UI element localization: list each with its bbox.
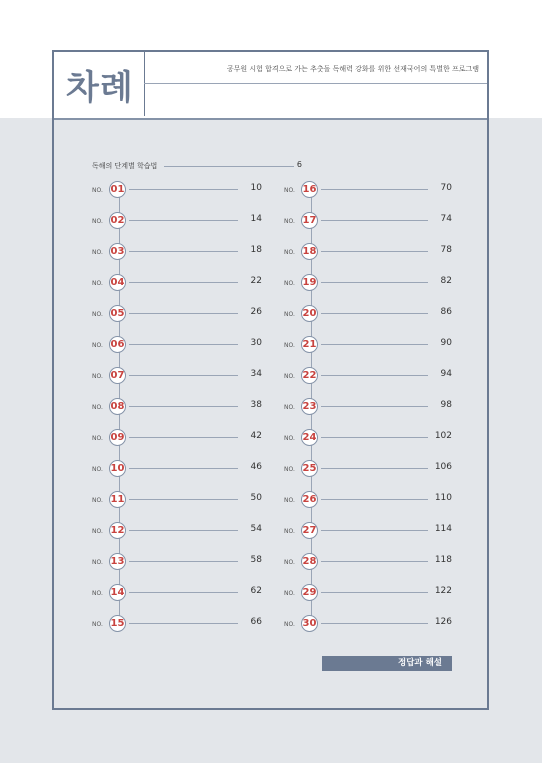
title-box: [54, 52, 145, 116]
toc-entry[interactable]: [92, 428, 262, 450]
entry-no-label: NO.: [92, 621, 103, 628]
entry-page-number: 106: [434, 462, 452, 472]
entry-leader-rule: [129, 437, 238, 438]
entry-no-label: NO.: [284, 311, 295, 318]
entry-no-label: NO.: [284, 466, 295, 473]
entry-no-label: NO.: [284, 559, 295, 566]
entry-leader-rule: [321, 282, 428, 283]
header-divider: [54, 118, 487, 120]
entry-no-label: NO.: [284, 342, 295, 349]
entry-no-label: NO.: [284, 187, 295, 194]
entry-leader-rule: [321, 189, 428, 190]
entry-no-label: NO.: [284, 497, 295, 504]
entry-leader-rule: [129, 623, 238, 624]
entry-number-badge: 25: [301, 460, 318, 477]
toc-entry[interactable]: [284, 335, 452, 357]
entry-leader-rule: [129, 220, 238, 221]
entry-no-label: NO.: [92, 435, 103, 442]
entry-no-label: NO.: [92, 404, 103, 411]
entry-leader-rule: [321, 530, 428, 531]
entry-leader-rule: [129, 468, 238, 469]
entry-leader-rule: [321, 623, 428, 624]
toc-entry[interactable]: [92, 397, 262, 419]
entry-leader-rule: [321, 344, 428, 345]
toc-entry[interactable]: [284, 366, 452, 388]
toc-entry[interactable]: [284, 397, 452, 419]
entry-page-number: 34: [250, 369, 262, 379]
entry-no-label: NO.: [92, 528, 103, 535]
toc-entry[interactable]: [92, 335, 262, 357]
entry-no-label: NO.: [92, 497, 103, 504]
entry-number-badge: 08: [109, 398, 126, 415]
toc-entry[interactable]: [284, 428, 452, 450]
entry-no-label: NO.: [284, 249, 295, 256]
toc-entry[interactable]: [284, 614, 452, 636]
entry-leader-rule: [321, 561, 428, 562]
toc-entry[interactable]: [92, 459, 262, 481]
toc-entry[interactable]: [284, 304, 452, 326]
toc-entry[interactable]: [92, 211, 262, 233]
entry-no-label: NO.: [284, 373, 295, 380]
entry-no-label: NO.: [92, 466, 103, 473]
entry-page-number: 74: [440, 214, 452, 224]
entry-page-number: 42: [250, 431, 262, 441]
entry-leader-rule: [321, 251, 428, 252]
intro-entry[interactable]: [92, 160, 312, 172]
entry-leader-rule: [321, 499, 428, 500]
toc-entry[interactable]: [92, 614, 262, 636]
entry-page-number: 122: [434, 586, 452, 596]
entry-number-badge: 11: [109, 491, 126, 508]
toc-entry[interactable]: [284, 242, 452, 264]
entry-leader-rule: [321, 406, 428, 407]
entry-number-badge: 15: [109, 615, 126, 632]
entry-number-badge: 21: [301, 336, 318, 353]
entry-page-number: 118: [434, 555, 452, 565]
toc-entry[interactable]: [284, 273, 452, 295]
entry-page-number: 22: [250, 276, 262, 286]
entry-number-badge: 16: [301, 181, 318, 198]
entry-number-badge: 29: [301, 584, 318, 601]
entry-no-label: NO.: [92, 590, 103, 597]
entry-number-badge: 22: [301, 367, 318, 384]
entry-page-number: 14: [250, 214, 262, 224]
toc-entry[interactable]: [92, 304, 262, 326]
toc-entry[interactable]: [92, 521, 262, 543]
toc-entry[interactable]: [284, 459, 452, 481]
entry-number-badge: 06: [109, 336, 126, 353]
entry-number-badge: 09: [109, 429, 126, 446]
entry-leader-rule: [321, 437, 428, 438]
toc-entry[interactable]: [92, 490, 262, 512]
page-title: 차례: [66, 68, 134, 108]
entry-number-badge: 18: [301, 243, 318, 260]
entry-number-badge: 23: [301, 398, 318, 415]
entry-page-number: 94: [440, 369, 452, 379]
entry-number-badge: 30: [301, 615, 318, 632]
entry-no-label: NO.: [92, 187, 103, 194]
entry-no-label: NO.: [284, 218, 295, 225]
toc-entry[interactable]: [92, 552, 262, 574]
entry-number-badge: 28: [301, 553, 318, 570]
entry-number-badge: 02: [109, 212, 126, 229]
entry-page-number: 98: [440, 400, 452, 410]
entry-page-number: 26: [250, 307, 262, 317]
entry-page-number: 62: [250, 586, 262, 596]
toc-entry[interactable]: [284, 211, 452, 233]
entry-number-badge: 20: [301, 305, 318, 322]
entry-page-number: 66: [250, 617, 262, 627]
entry-leader-rule: [321, 375, 428, 376]
entry-no-label: NO.: [92, 280, 103, 287]
entry-number-badge: 13: [109, 553, 126, 570]
entry-number-badge: 24: [301, 429, 318, 446]
entry-no-label: NO.: [284, 280, 295, 287]
entry-page-number: 70: [440, 183, 452, 193]
entry-leader-rule: [129, 561, 238, 562]
page-subtitle: 공무원 시험 합격으로 가는 추춧돌 독해력 강화를 위한 선재국어의 특별한 프로그램: [226, 65, 479, 73]
entry-number-badge: 03: [109, 243, 126, 260]
toc-entry[interactable]: [284, 521, 452, 543]
entry-no-label: NO.: [92, 373, 103, 380]
entry-no-label: NO.: [92, 342, 103, 349]
entry-number-badge: 07: [109, 367, 126, 384]
entry-page-number: 18: [250, 245, 262, 255]
entry-page-number: 90: [440, 338, 452, 348]
entry-no-label: NO.: [92, 559, 103, 566]
entry-no-label: NO.: [284, 435, 295, 442]
entry-leader-rule: [129, 282, 238, 283]
toc-entry[interactable]: [92, 273, 262, 295]
entry-page-number: 110: [434, 493, 452, 503]
entry-leader-rule: [321, 592, 428, 593]
entry-number-badge: 10: [109, 460, 126, 477]
toc-entry[interactable]: [92, 583, 262, 605]
entry-page-number: 58: [250, 555, 262, 565]
entry-number-badge: 19: [301, 274, 318, 291]
entry-page-number: 114: [434, 524, 452, 534]
entry-number-badge: 04: [109, 274, 126, 291]
toc-entry[interactable]: [92, 366, 262, 388]
entry-leader-rule: [129, 251, 238, 252]
entry-number-badge: 01: [109, 181, 126, 198]
entry-page-number: 54: [250, 524, 262, 534]
intro-page: 6: [296, 160, 302, 169]
entry-no-label: NO.: [92, 311, 103, 318]
entry-number-badge: 12: [109, 522, 126, 539]
toc-entry[interactable]: [92, 180, 262, 202]
entry-page-number: 78: [440, 245, 452, 255]
entry-page-number: 30: [250, 338, 262, 348]
entry-leader-rule: [321, 313, 428, 314]
subtitle-rule: [144, 83, 487, 84]
toc-header: [54, 52, 487, 119]
entry-page-number: 82: [440, 276, 452, 286]
entry-no-label: NO.: [284, 528, 295, 535]
entry-page-number: 126: [434, 617, 452, 627]
entry-number-badge: 27: [301, 522, 318, 539]
intro-rule: [164, 166, 294, 167]
entry-no-label: NO.: [284, 621, 295, 628]
toc-frame: [52, 50, 489, 710]
entry-leader-rule: [129, 313, 238, 314]
toc-entry[interactable]: [92, 242, 262, 264]
entry-page-number: 10: [250, 183, 262, 193]
entry-page-number: 102: [434, 431, 452, 441]
entry-leader-rule: [129, 189, 238, 190]
entry-number-badge: 17: [301, 212, 318, 229]
entry-no-label: NO.: [284, 590, 295, 597]
entry-number-badge: 05: [109, 305, 126, 322]
entry-number-badge: 26: [301, 491, 318, 508]
entry-leader-rule: [321, 220, 428, 221]
entry-leader-rule: [321, 468, 428, 469]
entry-leader-rule: [129, 592, 238, 593]
toc-entry[interactable]: [284, 490, 452, 512]
entry-page-number: 50: [250, 493, 262, 503]
toc-entry[interactable]: [284, 552, 452, 574]
entry-leader-rule: [129, 530, 238, 531]
intro-label: 독해의 단계별 학습법: [92, 162, 158, 170]
answer-key-link[interactable]: 정답과 해설: [322, 656, 452, 671]
entry-leader-rule: [129, 406, 238, 407]
entry-no-label: NO.: [92, 249, 103, 256]
entry-no-label: NO.: [92, 218, 103, 225]
toc-entry[interactable]: [284, 583, 452, 605]
entry-page-number: 38: [250, 400, 262, 410]
entry-page-number: 46: [250, 462, 262, 472]
entry-leader-rule: [129, 375, 238, 376]
entry-number-badge: 14: [109, 584, 126, 601]
entry-leader-rule: [129, 344, 238, 345]
toc-entry[interactable]: [284, 180, 452, 202]
entry-leader-rule: [129, 499, 238, 500]
entry-page-number: 86: [440, 307, 452, 317]
entry-no-label: NO.: [284, 404, 295, 411]
